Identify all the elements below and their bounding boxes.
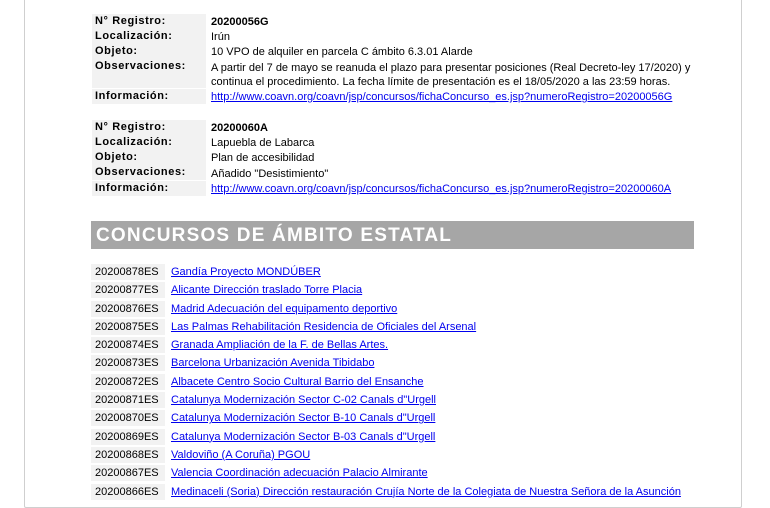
ficha-concurso-link[interactable]: http://www.coavn.org/coavn/jsp/concursos/fichaConcurso_es.jsp?numeroRegistro=20200060A <box>211 183 672 195</box>
concurso-link[interactable]: Valdoviño (A Coruña) PGOU <box>171 448 311 461</box>
concurso-link[interactable]: Catalunya Modernización Sector B-10 Canals d"Urgell <box>171 412 436 425</box>
concurso-code: 20200870ES <box>91 410 165 426</box>
concurso-link[interactable]: Granada Ampliación de la F. de Bellas Artes. <box>171 339 389 352</box>
estatal-list <box>91 263 694 501</box>
concurso-link[interactable]: Gandía Proyecto MONDÚBER <box>171 266 321 278</box>
objeto-label: Objeto: <box>92 150 206 165</box>
concurso-code: 20200869ES <box>91 429 165 445</box>
localizacion-label: Localización: <box>92 135 206 150</box>
localizacion-value: Lapuebla de Labarca <box>211 137 315 149</box>
registro-label: N° Registro: <box>92 120 206 135</box>
registro-value: 20200060A <box>211 122 268 134</box>
informacion-cell <box>211 182 695 196</box>
concurso-link[interactable]: Medinaceli (Soria) Dirección restauración Crujía Norte de la Colegiata de Nuestra Señora de la Asunción <box>171 485 681 498</box>
section-title-estatal: CONCURSOS DE ÁMBITO ESTATAL <box>91 221 694 249</box>
concurso-code: 20200871ES <box>91 392 165 408</box>
informacion-label: Información: <box>92 181 206 196</box>
concurso-link[interactable]: Catalunya Modernización Sector B-03 Canals d"Urgell <box>171 430 436 443</box>
list-item <box>91 391 694 409</box>
list-item <box>91 409 694 427</box>
observaciones-label: Observaciones: <box>92 59 206 88</box>
list-item <box>91 336 694 354</box>
list-item <box>91 300 694 318</box>
concurso-code: 20200873ES <box>91 355 165 371</box>
localizacion-label: Localización: <box>92 29 206 44</box>
list-item <box>91 318 694 336</box>
list-item <box>91 446 694 464</box>
concurso-link[interactable]: Madrid Adecuación del equipamento deportivo <box>171 302 398 315</box>
concurso-code: 20200876ES <box>91 301 165 317</box>
registro-value: 20200056G <box>211 16 269 28</box>
concurso-link[interactable]: Catalunya Modernización Sector C-02 Canals d"Urgell <box>171 394 436 407</box>
objeto-label: Objeto: <box>92 44 206 59</box>
objeto-value: Plan de accesibilidad <box>211 152 315 164</box>
concurso-code: 20200874ES <box>91 337 165 353</box>
objeto-value: 10 VPO de alquiler en parcela C ámbito 6.3.01 Alarde <box>211 46 473 58</box>
concurso-code: 20200867ES <box>91 465 165 481</box>
informacion-cell <box>211 90 695 104</box>
concurso-link[interactable]: Barcelona Urbanización Avenida Tibidabo <box>171 357 375 370</box>
observaciones-value: Añadido "Desistimiento" <box>211 168 329 180</box>
observaciones-value: A partir del 7 de mayo se reanuda el plazo para presentar posiciones (Real Decreto-ley 17/2020) y continua el procedimiento. La fecha límite de presentación es el 18/05/2020 a las 23:59 horas. <box>211 62 691 88</box>
list-item <box>91 281 694 299</box>
concurso-code: 20200875ES <box>91 319 165 335</box>
concurso-link[interactable]: Albacete Centro Socio Cultural Barrio del Ensanche <box>171 375 424 388</box>
concurso-code: 20200878ES <box>91 264 165 280</box>
list-item <box>91 464 694 482</box>
list-item <box>91 354 694 372</box>
concurso-link[interactable]: Valencia Coordinación adecuación Palacio Almirante <box>171 467 428 480</box>
list-item <box>91 373 694 391</box>
concurso-code: 20200877ES <box>91 282 165 298</box>
observaciones-label: Observaciones: <box>92 165 206 180</box>
ficha-concurso-link[interactable]: http://www.coavn.org/coavn/jsp/concursos/fichaConcurso_es.jsp?numeroRegistro=20200056G <box>211 91 673 103</box>
concurso-code: 20200868ES <box>91 447 165 463</box>
list-item <box>91 483 694 501</box>
concurso-code: 20200866ES <box>91 484 165 500</box>
list-item <box>91 428 694 446</box>
list-item <box>91 263 694 281</box>
concurso-code: 20200872ES <box>91 374 165 390</box>
concurso-link[interactable]: Las Palmas Rehabilitación Residencia de Oficiales del Arsenal <box>171 320 477 333</box>
informacion-label: Información: <box>92 89 206 104</box>
localizacion-value: Irún <box>211 31 230 43</box>
registro-label: N° Registro: <box>92 14 206 29</box>
concurso-link[interactable]: Alicante Dirección traslado Torre Placia <box>171 284 363 297</box>
